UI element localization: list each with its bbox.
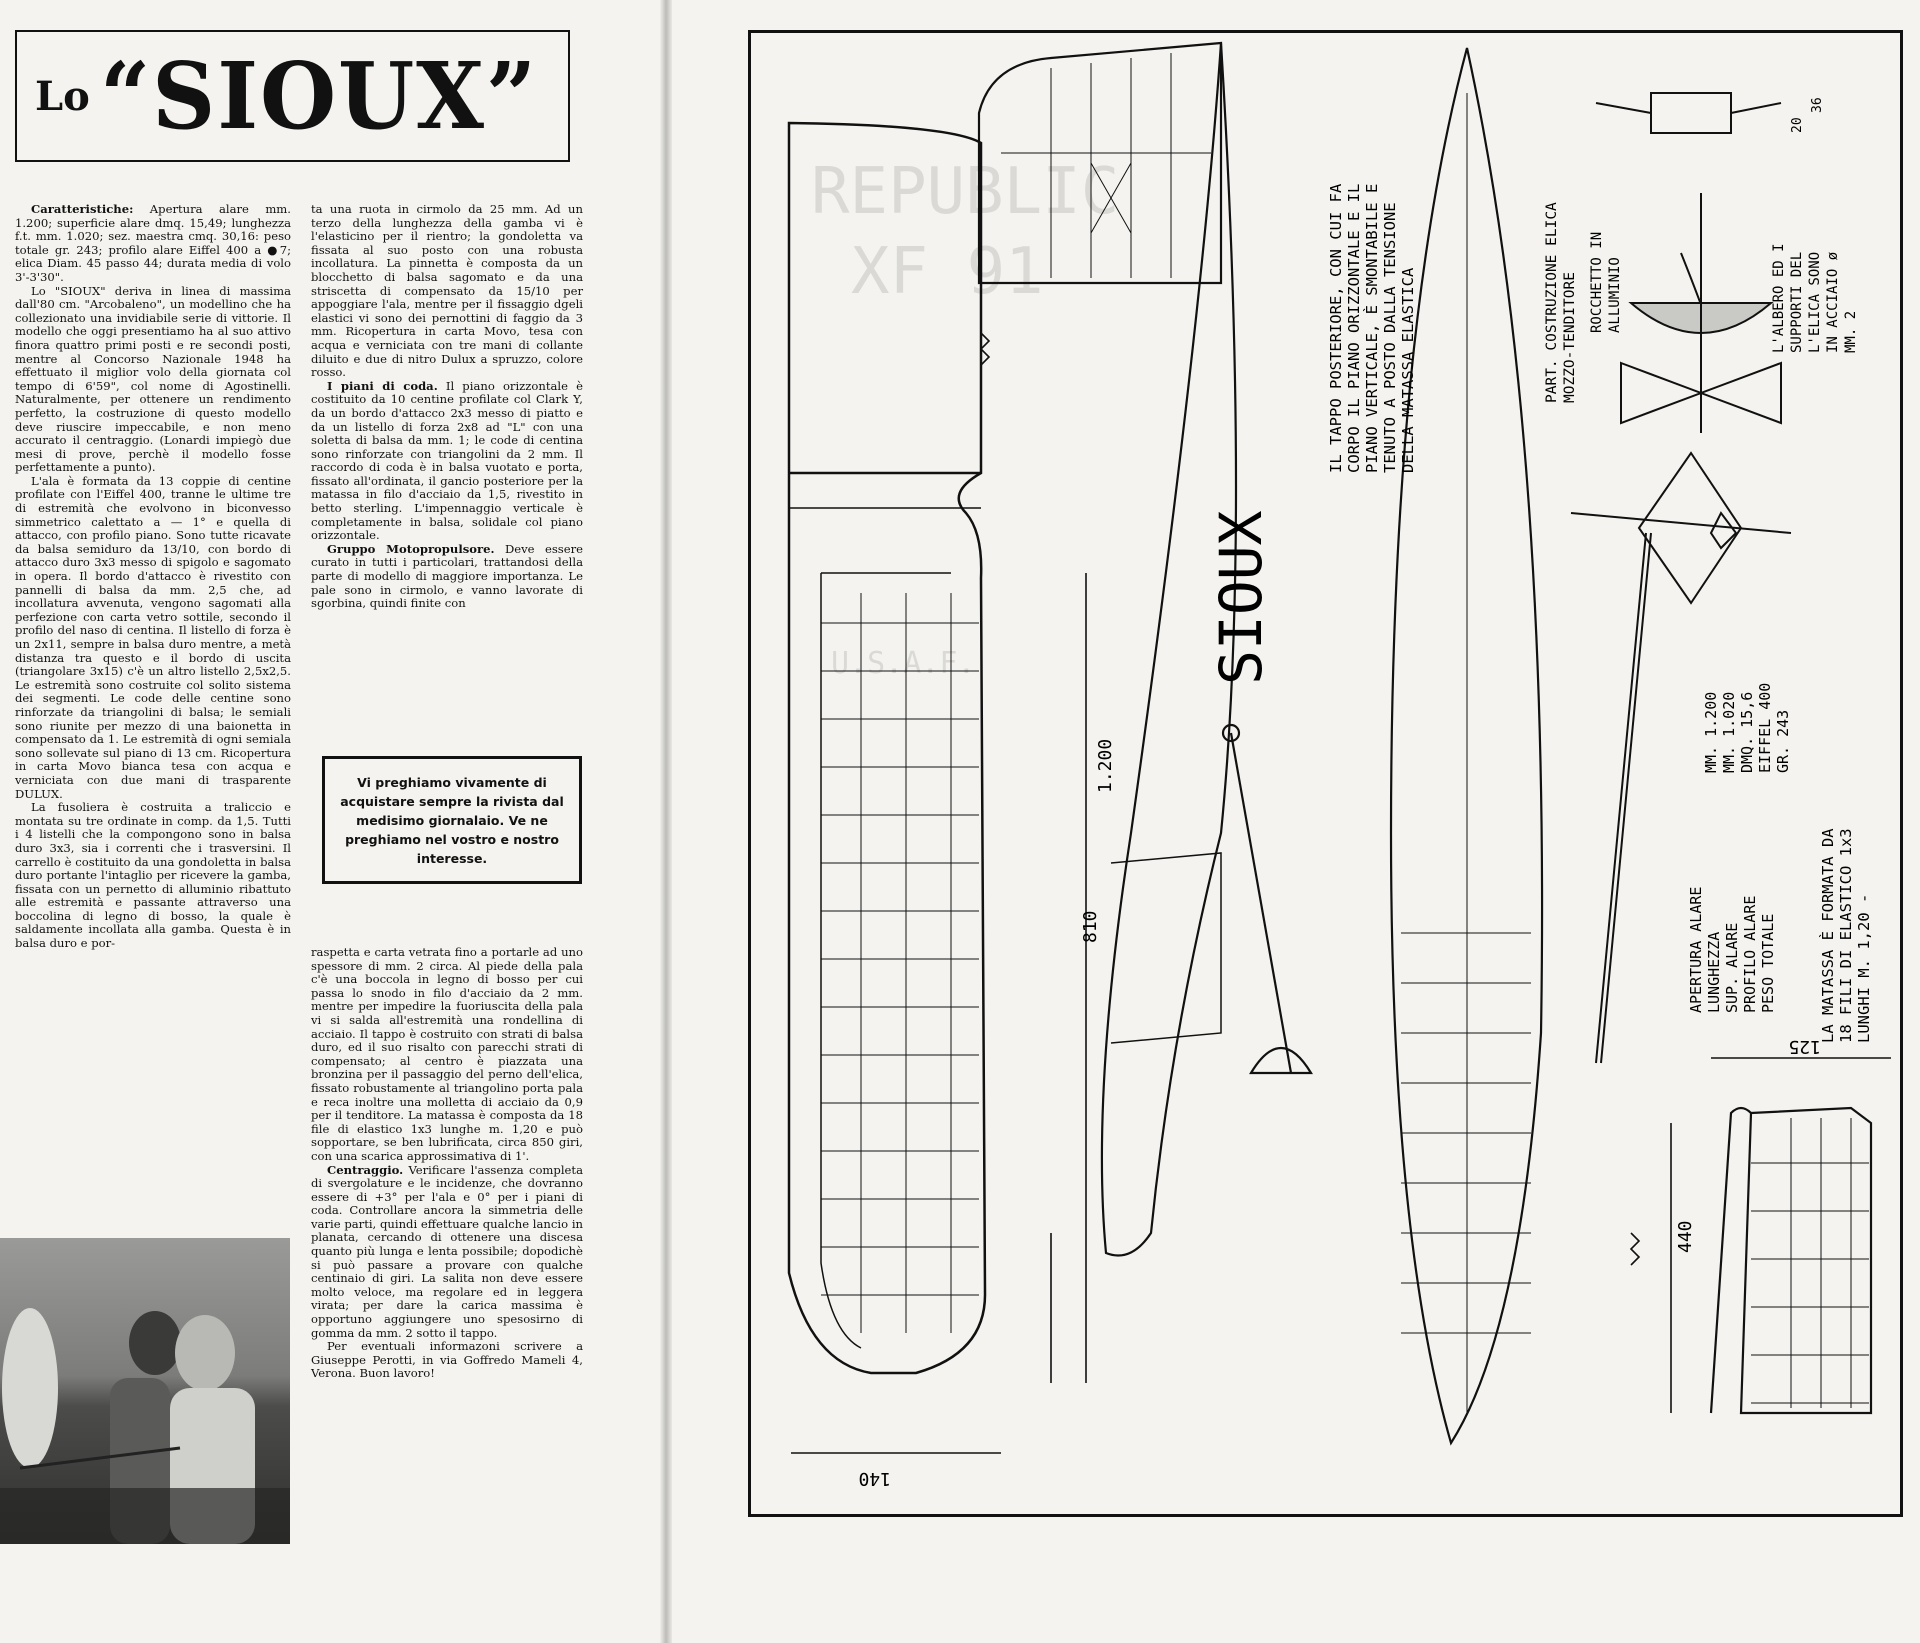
paragraph-text: Deve essere curato in tutti i particolari, trattandosi della parte di modello di maggiore importanza. Le pale sono in cirmolo, e vanno lavorate di sgorbina, quindi finite con bbox=[311, 541, 583, 611]
notice-text: Vi preghiamo vivamente di acquistare sempre la rivista dal medisimo giornalaio. Ve ne preghiamo nel vostro e nostro interesse. bbox=[340, 774, 564, 866]
article-paragraph bbox=[311, 543, 583, 611]
paragraph-text: L'ala è formata da 13 coppie di centine profilate con l'Eiffel 400, tranne le ultime tre di estremità che evolvono in biconvesso simmetrico calettato a — 1° e quella di attacco, con profilo piano. Sono tutte ricavate da balsa semiduro da 13/10, con bordo di attacco duro 3x3 messo di spigolo e sagomato in opera. Il bordo d'attacco è rivestito con pannelli di balsa da mm. 2,5 che, ad incollatura avvenuta, vengono sagomati alla perfezione con carta vetro sottile, secondo il profilo del naso di centina. Il listello di forza è un 2x11, sempre in balsa duro mentre, a metà distanza tra questo e il bordo di uscita (triangolare 3x15) c'è un altro listello 2,5x2,5. Le estremità sono costruite col solito sistema dei segmenti. Le code delle centine sono rinforzate da triangolini di balsa; le semiali sono riunite per mezzo di una baionetta in compensato da 1. Le estremità di ogni semiala sono sollevate sul piano di 13 cm. Ricopertura in carta Movo bianca tesa con acqua e verniciata con due mani di trasparente DULUX. bbox=[15, 473, 291, 801]
paragraph-text: Verificare l'assenza completa di svergolature e le incidenze, che dovranno essere di +3° per l'ala e 0° per i piani di coda. Controllare ancora la simmetria delle varie parti, quindi effettuare qualche lancio in planata, cercando di ottenere una discesa quanto più lunga e lenta possibile; dopodichè si può passare a provare con qualche centinaio di giri. La salita non deve essere molto veloce, ma regolare ed in leggera virata; per dare la carica massima è opportuno aggiungere uno spesosirno di gomma da mm. 2 sotto il tappo. bbox=[311, 1162, 583, 1340]
article-column-2-continued bbox=[311, 946, 583, 1381]
article-paragraph bbox=[311, 1164, 583, 1341]
plan-note-line: DMQ. 15,6 bbox=[1738, 691, 1756, 773]
paragraph-heading: Caratteristiche: bbox=[31, 202, 134, 216]
plan-note-line: L'ALBERO ED I bbox=[1771, 243, 1787, 353]
plan-note-line: 18 FILI DI ELASTICO 1x3 bbox=[1837, 828, 1855, 1043]
dim-tail-span: 440 bbox=[1675, 1220, 1696, 1253]
paragraph-text: Lo "SIOUX" deriva in linea di massima dall'80 cm. "Arcobaleno", un modellino che ha collezionato una invidiabile serie di vittorie. Il modello che oggi presentiamo ha al suo attivo finora quattro primi posti e re secondi posti, mentre al Concorso Nazionale 1948 ha effettuato il miglior volo della giornata col tempo di 6'59", col nome di Agostinelli. Naturalmente, per ottenere un rendimento perfetto, la costruzione di questo modello deve riuscire impeccabile, e non meno accurato il centraggio. (Lonardi impiegò due mesi di prove, perchè il modello fosse perfettamente a punto). bbox=[15, 283, 291, 475]
plan-note-line: CORPO IL PIANO ORIZZONTALE E IL bbox=[1345, 183, 1363, 473]
plan-note-line: ALLUMINIO bbox=[1607, 257, 1623, 333]
plan-drawing bbox=[748, 30, 1903, 1517]
plan-note-line: MOZZO-TENDITORE bbox=[1562, 272, 1578, 403]
plan-note-line: EIFFEL 400 bbox=[1756, 682, 1774, 773]
paragraph-text: ta una ruota in cirmolo da 25 mm. Ad un terzo della lunghezza della gamba vi è l'elasticino per il rientro; la gondoletta va fissata al suo posto con una robusta incollatura. La pinnetta è composta da un blocchetto di balsa sagomato e da una striscetta di compensato da 15/10 per appoggiare l'ala, mentre per il fissaggio dgeli elastici vi sono dei pernottini di faggio da 3 mm. Ricopertura in carta Movo, tesa con acqua e verniciata con tre mani di collante diluito e due di nitro Dulux a spruzzo, colore rosso. bbox=[311, 202, 583, 380]
dim-prop-a: 36 bbox=[1810, 97, 1825, 113]
fuselage-name: SIOUX bbox=[1207, 510, 1275, 685]
article-paragraph bbox=[15, 801, 291, 951]
plan-note-line: LUNGHEZZA bbox=[1705, 931, 1723, 1013]
prop-note bbox=[1544, 202, 1578, 403]
article-paragraph bbox=[311, 203, 583, 380]
article-paragraph bbox=[15, 475, 291, 801]
bushing-note bbox=[1589, 232, 1623, 333]
article-title: “SIOUX” bbox=[99, 42, 538, 150]
wing-plan bbox=[789, 123, 985, 1373]
dim-prop-b: 20 bbox=[1790, 117, 1805, 133]
paragraph-text: Apertura alare mm. 1.200; superficie alare dmq. 15,49; lunghezza f.t. mm. 1.020; sez. maestra cmq. 30,16: peso totale gr. 243; profilo alare Eiffel 400 a ●7; elica Diam. 45 passo 44; durata media di volo 3'-3'30". bbox=[15, 202, 291, 284]
dim-half: 810 bbox=[1080, 910, 1101, 943]
plan-note-line: APERTURA ALARE bbox=[1687, 886, 1705, 1013]
rubber-note bbox=[1818, 828, 1873, 1043]
tail-note bbox=[1327, 183, 1417, 473]
wing-dimensions bbox=[791, 333, 1086, 1453]
title-prefix: Lo bbox=[35, 72, 90, 120]
plan-note-line: L'ELICA SONO bbox=[1807, 251, 1823, 353]
plan-note-line: LUNGHI M. 1,20 - bbox=[1855, 893, 1873, 1043]
article-column-1 bbox=[15, 203, 291, 951]
plan-note-line: SUPPORTI DEL bbox=[1789, 251, 1805, 353]
article-paragraph bbox=[15, 285, 291, 475]
article-title-box bbox=[15, 30, 570, 162]
plan-note-line: DELLA MATASSA ELASTICA bbox=[1399, 267, 1417, 473]
watermark-3: U.S.A.F. bbox=[831, 646, 976, 681]
article-paragraph bbox=[311, 946, 583, 1164]
dim-span: 1.200 bbox=[1095, 738, 1116, 793]
plan-note-line: MM. 2 bbox=[1843, 310, 1859, 353]
plan-note-line: SUP. ALARE bbox=[1723, 922, 1741, 1013]
paragraph-text: La fusoliera è costruita a traliccio e montata su tre ordinate in comp. da 1,5. Tutti i 4 listelli che la compongono sono in balsa duro 3x3, sia i correnti che i trasversini. Il carrello è costituito da una gondoletta in balsa duro portante l'intaglio per ricevere la gamba, fissata con un pernetto di alluminio ribattuto alle estremità e passante attraverso una boccolina di legno di bosso, la quale è saldamente incollata alla gamba. Questa è in balsa duro e por- bbox=[15, 800, 291, 951]
plan-note-line: PART. COSTRUZIONE ELICA bbox=[1544, 202, 1560, 403]
spec-values bbox=[1702, 683, 1792, 773]
photo-modellers bbox=[0, 1238, 290, 1544]
paragraph-text: Il piano orizzontale è costituito da 10 centine profilate col Clark Y, da un bordo d'attacco 2x3 messo di piatto e da un listello di forza 2x8 ad "L" con una soletta di balsa da mm. 1; le code di centina sono rinforzate con triangolini da 2 mm. Il raccordo di coda è in balsa vuotato e porta, fissato all'ordinata, il gancio posteriore per la matassa in filo d'acciaio da 1,5, rivestito in betto sterling. L'impennaggio verticale è completamente in balsa, solidale col piano orizzontale. bbox=[311, 378, 583, 543]
article-paragraph bbox=[15, 203, 291, 285]
watermark-2: XF 91 bbox=[851, 235, 1044, 309]
plan-note-line: IL TAPPO POSTERIORE, CON CUI FA bbox=[1327, 183, 1345, 473]
article-column-2 bbox=[311, 203, 583, 611]
plan-note-line: ROCCHETTO IN bbox=[1589, 231, 1605, 333]
paragraph-text: raspetta e carta vetrata fino a portarle ad uno spessore di mm. 2 circa. Al piede della pala c'è una boccola in legno di bosso per cui passa lo snodo in filo d'acciaio da 2 mm. mentre per impedire la fuoriuscita della pala vi si salda all'estremità una rondellina di acciaio. Il tappo è costruito con strati di balsa duro, ed il suo risalto con parecchi strati di compensato; al centro è piazzata una bronzina per il passaggio del perno dell'elica, fissato robustamente al triangolino porta pala e reca inoltre una molletta di acciaio da 0,9 per il tenditore. La matassa è composta da 18 file di elastico 1x3 lunghe m. 1,20 e può sopportare, se ben lubrificata, circa 850 giri, con una scarica approssimativa di 1'. bbox=[311, 945, 583, 1163]
dim-tip: 140 bbox=[858, 1468, 891, 1489]
plan-note-line: PROFILO ALARE bbox=[1741, 895, 1759, 1013]
spec-labels bbox=[1687, 887, 1777, 1013]
fuselage-top bbox=[1391, 48, 1542, 1443]
plan-note-line: LA MATASSA È FORMATA DA bbox=[1819, 828, 1837, 1043]
article-paragraph bbox=[311, 1340, 583, 1381]
paragraph-heading: I piani di coda. bbox=[327, 378, 438, 393]
watermark-1: REPUBLIC bbox=[811, 155, 1120, 229]
paragraph-text: Per eventuali informazoni scrivere a Giuseppe Perotti, in via Goffredo Mameli 4, Verona. Buon lavoro! bbox=[311, 1339, 583, 1381]
plan-note-line: IN ACCIAIO ø bbox=[1825, 251, 1841, 353]
plan-note-line: PIANO VERTICALE, È SMONTABILE E bbox=[1363, 183, 1381, 473]
page-gutter bbox=[660, 0, 672, 1643]
left-page bbox=[0, 0, 660, 1643]
notice-box bbox=[322, 756, 582, 884]
paragraph-heading: Gruppo Motopropulsore. bbox=[327, 541, 495, 556]
plan-note-line: PESO TOTALE bbox=[1759, 913, 1777, 1013]
plan-note-line: MM. 1.020 bbox=[1720, 691, 1738, 773]
plan-note-line: GR. 243 bbox=[1774, 709, 1792, 773]
plan-svg bbox=[751, 33, 1900, 1514]
prop-hub-detail bbox=[1596, 93, 1781, 433]
article-paragraph bbox=[311, 380, 583, 543]
tailplane-ribs bbox=[1751, 1118, 1869, 1408]
shaft-note bbox=[1771, 243, 1859, 353]
plan-note-line: MM. 1.200 bbox=[1702, 691, 1720, 773]
plan-note-line: TENUTO A POSTO DALLA TENSIONE bbox=[1381, 202, 1399, 473]
paragraph-heading: Centraggio. bbox=[327, 1162, 404, 1177]
wing-ribs bbox=[821, 593, 979, 1333]
dim-tail-chord: 125 bbox=[1788, 1036, 1821, 1057]
tail-dimensions bbox=[1631, 1058, 1891, 1413]
